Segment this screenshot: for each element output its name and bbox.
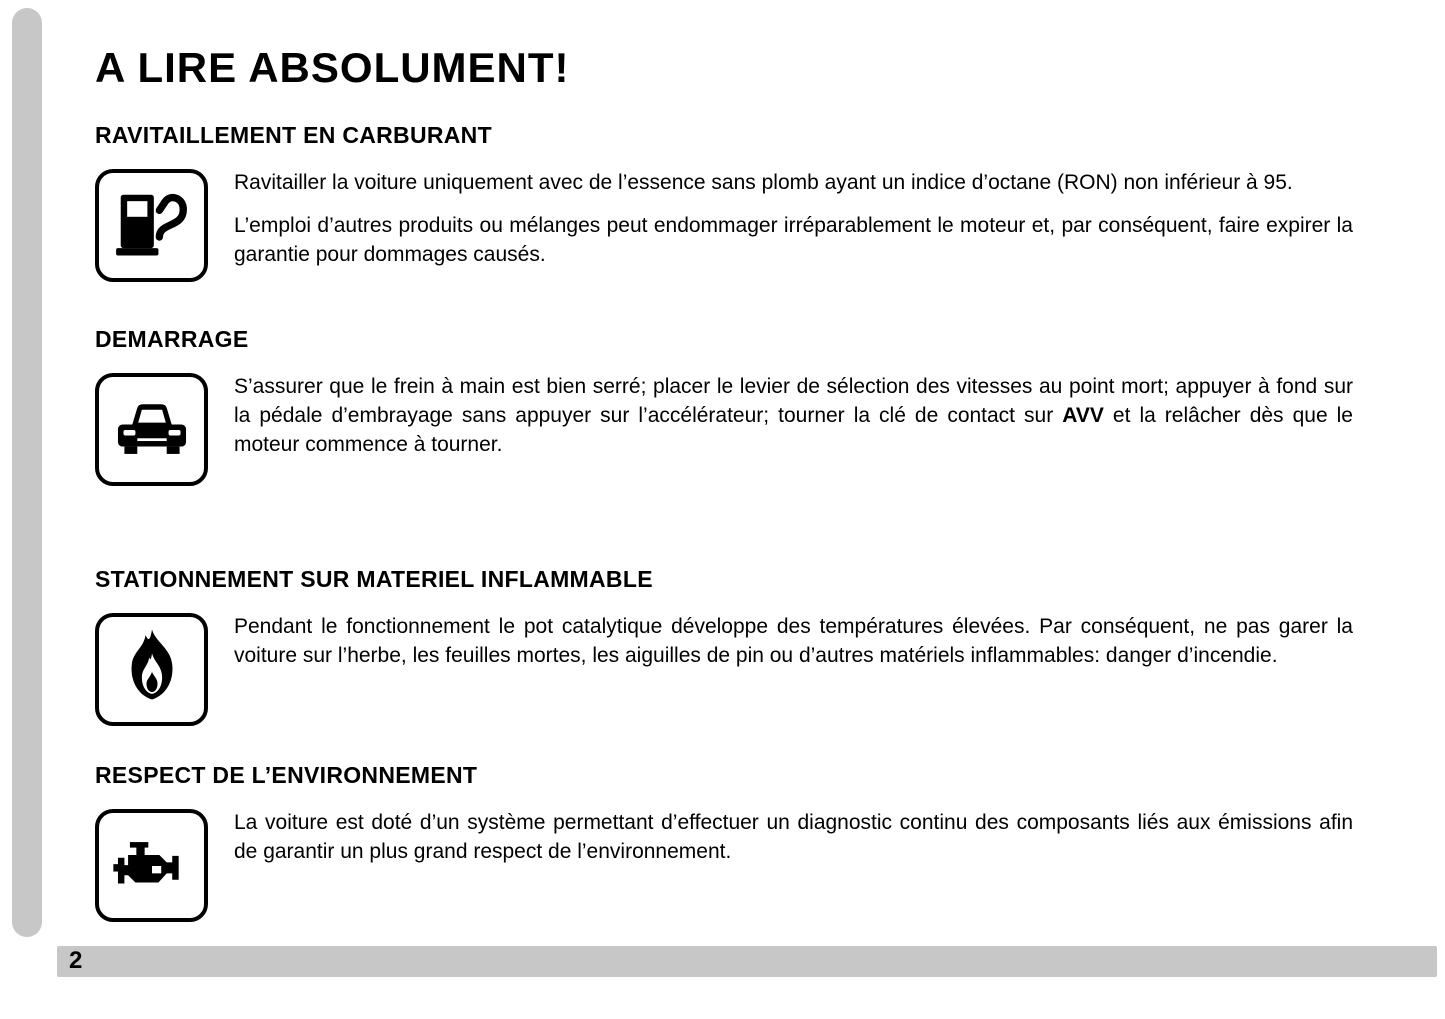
section-stationnement xyxy=(95,566,1353,726)
section-heading: STATIONNEMENT SUR MATERIEL INFLAMMABLE xyxy=(95,566,653,592)
paragraph-text: et la relâcher dès que le moteur commence à tourner. xyxy=(234,403,1353,456)
paragraph: L’emploi d’autres produits ou mélanges peut endommager irréparablement le moteur et, par conséquent, faire expirer la garantie pour dommages causés. xyxy=(234,213,1353,266)
paragraph-text: S’assurer que le frein à main est bien serré; placer le levier de sélection des vitesses au point mort; appuyer à fond sur la pédale d’embrayage sans appuyer sur l’accélérateur; tourner la clé de contact sur xyxy=(234,375,1353,427)
section-heading: DEMARRAGE xyxy=(95,326,249,352)
footer-bar xyxy=(57,946,1437,977)
section-environnement xyxy=(95,762,1353,922)
section-text xyxy=(234,809,1353,867)
section-heading: RAVITAILLEMENT EN CARBURANT xyxy=(95,122,492,148)
fuel-pump-icon xyxy=(95,169,208,282)
section-text xyxy=(234,373,1353,460)
paragraph xyxy=(234,373,1353,460)
page-title: A LIRE ABSOLUMENT! xyxy=(95,44,570,91)
page-content xyxy=(95,0,1353,922)
avv-key-label: AVV xyxy=(1062,403,1104,427)
flame-icon xyxy=(95,613,208,726)
car-rear-icon xyxy=(95,373,208,486)
paragraph: Ravitailler la voiture uniquement avec de l’essence sans plomb ayant un indice d’octane (RON) non inférieur à 95. xyxy=(234,171,1293,194)
left-margin-bar xyxy=(12,8,42,937)
section-text xyxy=(234,169,1353,270)
paragraph: La voiture est doté d’un système permettant d’effectuer un diagnostic continu des composants liés aux émissions afin de garantir un plus grand respect de l’environnement. xyxy=(234,811,1353,863)
section-demarrage xyxy=(95,326,1353,486)
section-text xyxy=(234,613,1353,671)
engine-icon xyxy=(95,809,208,922)
page-number: 2 xyxy=(69,947,83,974)
paragraph: Pendant le fonctionnement le pot catalytique développe des températures élevées. Par conséquent, ne pas garer la voiture sur l’herbe, les feuilles mortes, les aiguilles de pin ou d’autres matériels inflammables: danger d’incendie. xyxy=(234,615,1353,667)
section-ravitaillement xyxy=(95,122,1353,282)
section-heading: RESPECT DE L’ENVIRONNEMENT xyxy=(95,762,478,788)
